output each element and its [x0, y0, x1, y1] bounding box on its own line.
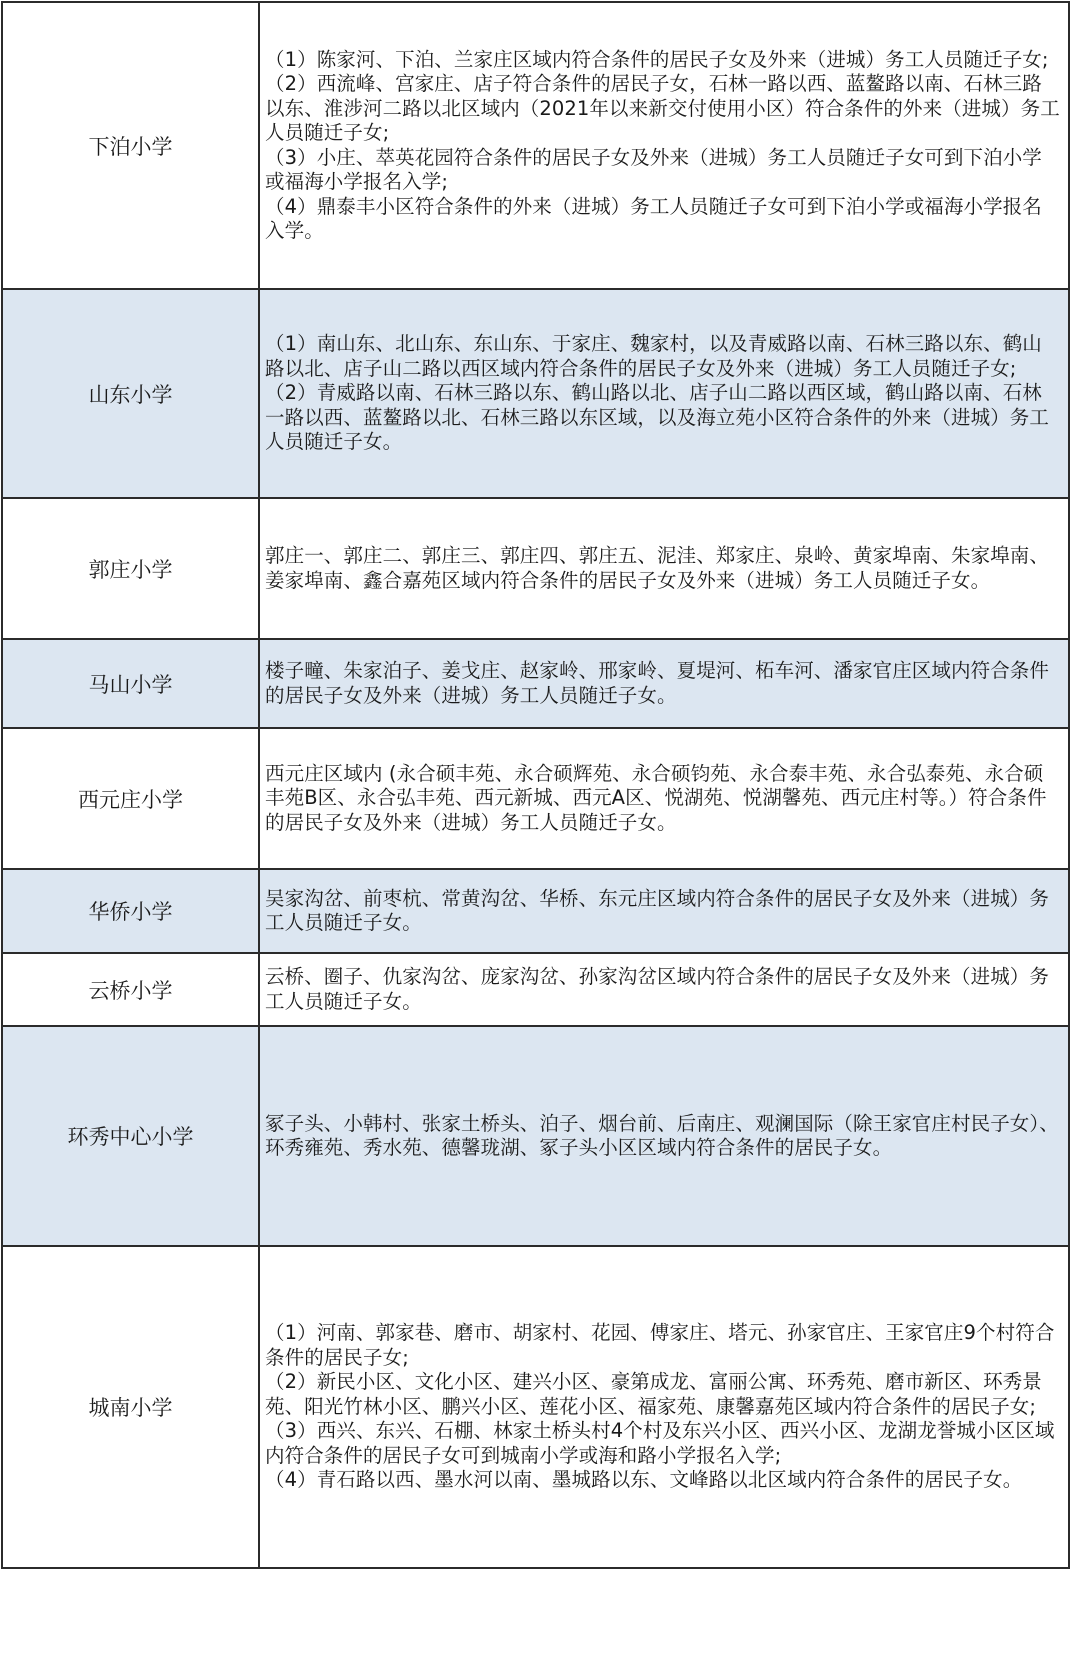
district-line: 吴家沟岔、前枣杭、常黄沟岔、华桥、东元庄区域内符合条件的居民子女及外来（进城）务工人员随迁子女。	[265, 886, 1050, 934]
table-row	[2, 289, 1069, 498]
school-name: 马山小学	[2, 639, 259, 728]
school-name: 城南小学	[2, 1246, 259, 1568]
district-description	[259, 1246, 1069, 1568]
district-description	[259, 2, 1069, 289]
school-name: 山东小学	[2, 289, 259, 498]
table-row	[2, 953, 1069, 1026]
district-line: （1）河南、郭家巷、磨市、胡家村、花园、傅家庄、塔元、孙家官庄、王家官庄9个村符合条件的居民子女;	[265, 1321, 1055, 1369]
district-line: （4）鼎泰丰小区符合条件的外来（进城）务工人员随迁子女可到下泊小学或福海小学报名入学。	[265, 194, 1042, 242]
district-description	[259, 639, 1069, 728]
table-row	[2, 1246, 1069, 1568]
table-row	[2, 498, 1069, 639]
table-row	[2, 728, 1069, 869]
table-row	[2, 2, 1069, 289]
district-line: 云桥、圈子、仇家沟岔、庞家沟岔、孙家沟岔区域内符合条件的居民子女及外来（进城）务工人员随迁子女。	[265, 965, 1050, 1013]
school-name: 华侨小学	[2, 869, 259, 953]
district-line: （4）青石路以西、墨水河以南、墨城路以东、文峰路以北区域内符合条件的居民子女。	[265, 1468, 1023, 1492]
district-line: 冢子头、小韩村、张家土桥头、泊子、烟台前、后南庄、观澜国际（除王家官庄村民子女）、环秀雍苑、秀水苑、德馨珑湖、冢子头小区区域内符合条件的居民子女。	[265, 1111, 1059, 1159]
district-description	[259, 728, 1069, 869]
district-line: （2）新民小区、文化小区、建兴小区、豪第成龙、富丽公寓、环秀苑、磨市新区、环秀景苑、阳光竹林小区、鹏兴小区、莲花小区、福家苑、康馨嘉苑区域内符合条件的居民子女;	[265, 1370, 1042, 1418]
district-line: 楼子疃、朱家泊子、姜戈庄、赵家岭、邢家岭、夏堤河、柘车河、潘家官庄区域内符合条件的居民子女及外来（进城）务工人员随迁子女。	[265, 659, 1050, 707]
district-description	[259, 953, 1069, 1026]
district-line: 西元庄区域内 (永合硕丰苑、永合硕辉苑、永合硕钧苑、永合泰丰苑、永合弘泰苑、永合硕丰苑B区、永合弘丰苑、西元新城、西元A区、悦湖苑、悦湖馨苑、西元庄村等。）符合条件的居民子女及外来（进城）务工人员随迁子女。	[265, 761, 1047, 834]
school-name: 郭庄小学	[2, 498, 259, 639]
district-description	[259, 1026, 1069, 1246]
table-row	[2, 869, 1069, 953]
district-line: 郭庄一、郭庄二、郭庄三、郭庄四、郭庄五、泥洼、郑家庄、泉岭、黄家埠南、朱家埠南、姜家埠南、鑫合嘉苑区域内符合条件的居民子女及外来（进城）务工人员随迁子女。	[265, 544, 1050, 592]
district-line: （2）青威路以南、石林三路以东、鹤山路以北、店子山二路以西区域，鹤山路以南、石林一路以西、蓝鳌路以北、石林三路以东区域，以及海立苑小区符合条件的外来（进城）务工人员随迁子女。	[265, 381, 1050, 454]
school-name: 环秀中心小学	[2, 1026, 259, 1246]
table-row	[2, 639, 1069, 728]
district-line: （3）小庄、萃英花园符合条件的居民子女及外来（进城）务工人员随迁子女可到下泊小学或福海小学报名入学;	[265, 145, 1042, 193]
school-district-table	[1, 1, 1070, 1569]
school-name: 西元庄小学	[2, 728, 259, 869]
district-line: （3）西兴、东兴、石棚、林家土桥头村4个村及东兴小区、西兴小区、龙湖龙誉城小区区域内符合条件的居民子女可到城南小学或海和路小学报名入学;	[265, 1419, 1055, 1467]
district-description	[259, 289, 1069, 498]
school-name: 云桥小学	[2, 953, 259, 1026]
district-description	[259, 498, 1069, 639]
district-line: （1）陈家河、下泊、兰家庄区域内符合条件的居民子女及外来（进城）务工人员随迁子女;	[265, 47, 1049, 71]
table-row	[2, 1026, 1069, 1246]
district-description	[259, 869, 1069, 953]
school-name: 下泊小学	[2, 2, 259, 289]
district-line: （2）西流峰、宫家庄、店子符合条件的居民子女，石林一路以西、蓝鳌路以南、石林三路以东、淮涉河二路以北区域内（2021年以来新交付使用小区）符合条件的外来（进城）务工人员随迁子女;	[265, 72, 1060, 144]
district-line: （1）南山东、北山东、东山东、于家庄、魏家村，以及青威路以南、石林三路以东、鹤山路以北、店子山二路以西区域内符合条件的居民子女及外来（进城）务工人员随迁子女;	[265, 332, 1042, 380]
